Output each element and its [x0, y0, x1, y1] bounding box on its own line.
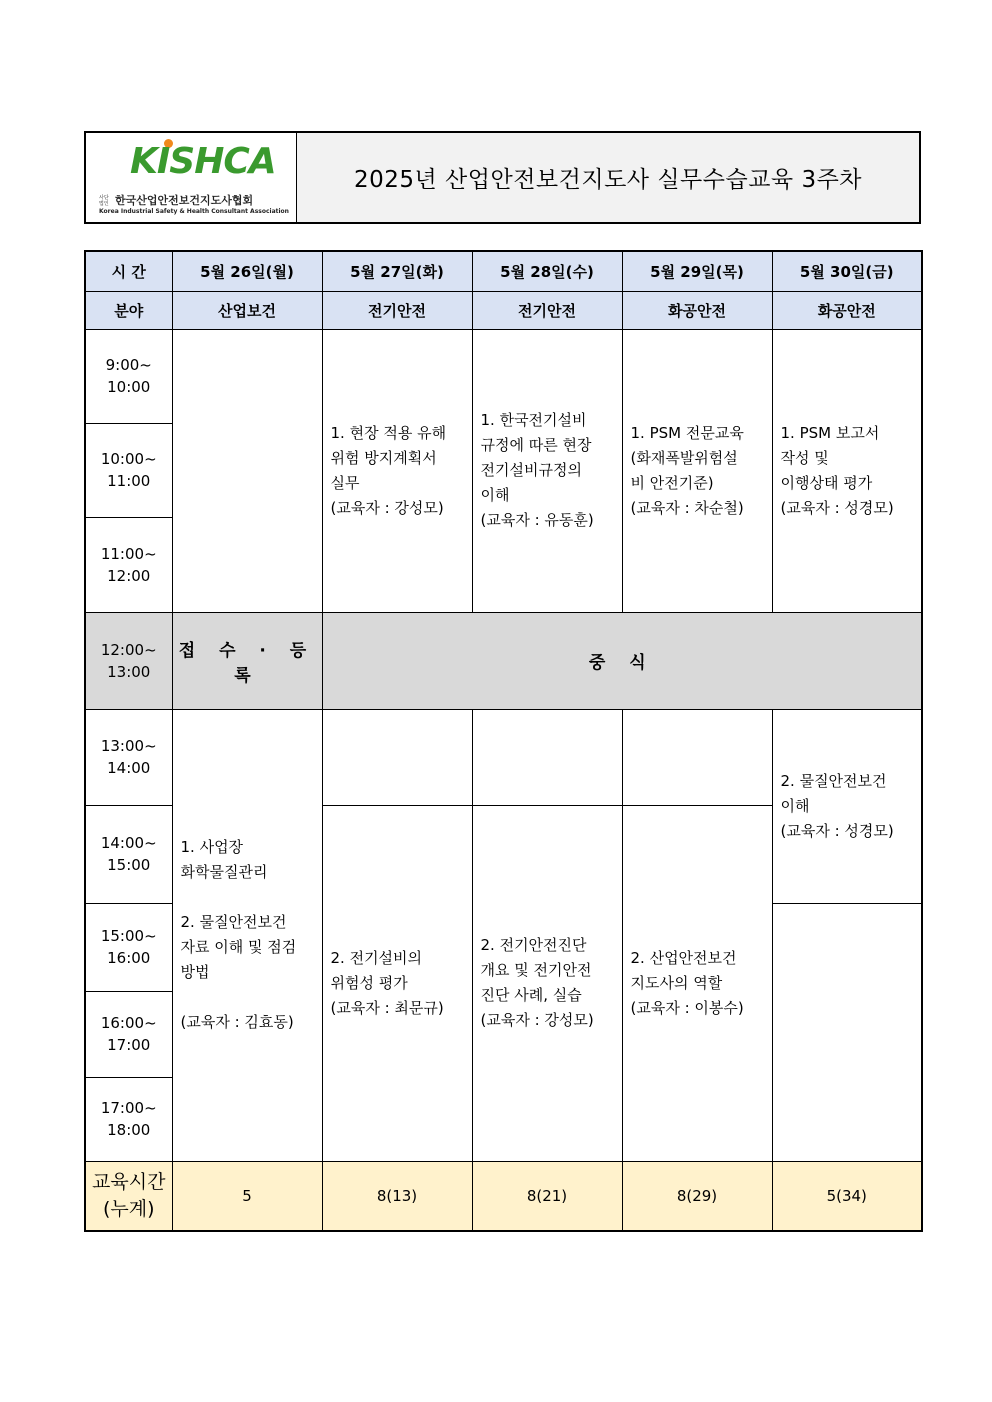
- lunch-cell: 중 식: [322, 612, 922, 709]
- time-slot: 16:00~ 17:00: [85, 991, 172, 1077]
- day-header: 5월 27일(화): [322, 251, 472, 291]
- time-slot: 14:00~ 15:00: [85, 805, 172, 903]
- session-cell: 2. 전기설비의 위험성 평가 (교육자 : 최문규): [322, 805, 472, 1161]
- session-cell: 1. 한국전기설비 규정에 따른 현장 전기설비규정의 이해 (교육자 : 유동훈): [472, 329, 622, 612]
- empty-cell: [622, 709, 772, 805]
- day-header: 5월 26일(월): [172, 251, 322, 291]
- time-slot: 11:00~ 12:00: [85, 517, 172, 612]
- total-value: 5(34): [772, 1161, 922, 1231]
- total-value: 8(21): [472, 1161, 622, 1231]
- time-row: [85, 329, 922, 423]
- schedule-table: [84, 250, 923, 1232]
- session-cell: 1. 현장 적용 유해 위험 방지계획서 실무 (교육자 : 강성모): [322, 329, 472, 612]
- field-cell: 산업보건: [172, 291, 322, 329]
- time-row: [85, 709, 922, 805]
- total-label: 교육시간 (누계): [85, 1161, 172, 1231]
- logo-org-name-kr: 한국산업안전보건지도사협회: [115, 194, 254, 207]
- session-cell: 1. 사업장 화학물질관리 2. 물질안전보건 자료 이해 및 점검 방법 (교육자 : 김효동): [172, 709, 322, 1161]
- field-cell: 전기안전: [322, 291, 472, 329]
- day-header: 5월 30일(금): [772, 251, 922, 291]
- page-title: 2025년 산업안전보건지도사 실무수습교육 3주차: [297, 133, 919, 222]
- session-cell: 2. 산업안전보건 지도사의 역할 (교육자 : 이봉수): [622, 805, 772, 1161]
- session-cell: 1. PSM 전문교육 (화재폭발위험설 비 안전기준) (교육자 : 차순철): [622, 329, 772, 612]
- kishca-logo: [86, 133, 297, 222]
- time-slot: 12:00~ 13:00: [85, 612, 172, 709]
- time-slot: 13:00~ 14:00: [85, 709, 172, 805]
- lunch-row: [85, 612, 922, 709]
- time-slot: 17:00~ 18:00: [85, 1077, 172, 1161]
- session-cell: 1. PSM 보고서 작성 및 이행상태 평가 (교육자 : 성경모): [772, 329, 922, 612]
- document-header: [84, 131, 921, 224]
- total-value: 5: [172, 1161, 322, 1231]
- time-slot: 10:00~ 11:00: [85, 423, 172, 517]
- session-cell: 2. 전기안전진단 개요 및 전기안전 진단 사례, 실습 (교육자 : 강성모): [472, 805, 622, 1161]
- empty-cell: [322, 709, 472, 805]
- field-header-row: [85, 291, 922, 329]
- day-header: 5월 29일(목): [622, 251, 772, 291]
- logo-wordmark: KISHCA: [130, 141, 276, 182]
- field-cell: 전기안전: [472, 291, 622, 329]
- empty-cell: [772, 903, 922, 1161]
- total-value: 8(29): [622, 1161, 772, 1231]
- day-header: 5월 28일(수): [472, 251, 622, 291]
- logo-org-name-en: Korea Industrial Safety & Health Consultant Association: [99, 208, 289, 215]
- time-slot: 15:00~ 16:00: [85, 903, 172, 991]
- field-cell: 화공안전: [622, 291, 772, 329]
- mon-morning-cell: [172, 329, 322, 612]
- empty-cell: [472, 709, 622, 805]
- day-header-row: [85, 251, 922, 291]
- time-header: 시 간: [85, 251, 172, 291]
- registration-cell: 접 수 · 등 록: [172, 612, 322, 709]
- total-value: 8(13): [322, 1161, 472, 1231]
- total-row: [85, 1161, 922, 1231]
- session-cell: 2. 물질안전보건 이해 (교육자 : 성경모): [772, 709, 922, 903]
- field-cell: 화공안전: [772, 291, 922, 329]
- field-header: 분야: [85, 291, 172, 329]
- time-slot: 9:00~ 10:00: [85, 329, 172, 423]
- logo-org-prefix: 사단 법인: [99, 195, 109, 207]
